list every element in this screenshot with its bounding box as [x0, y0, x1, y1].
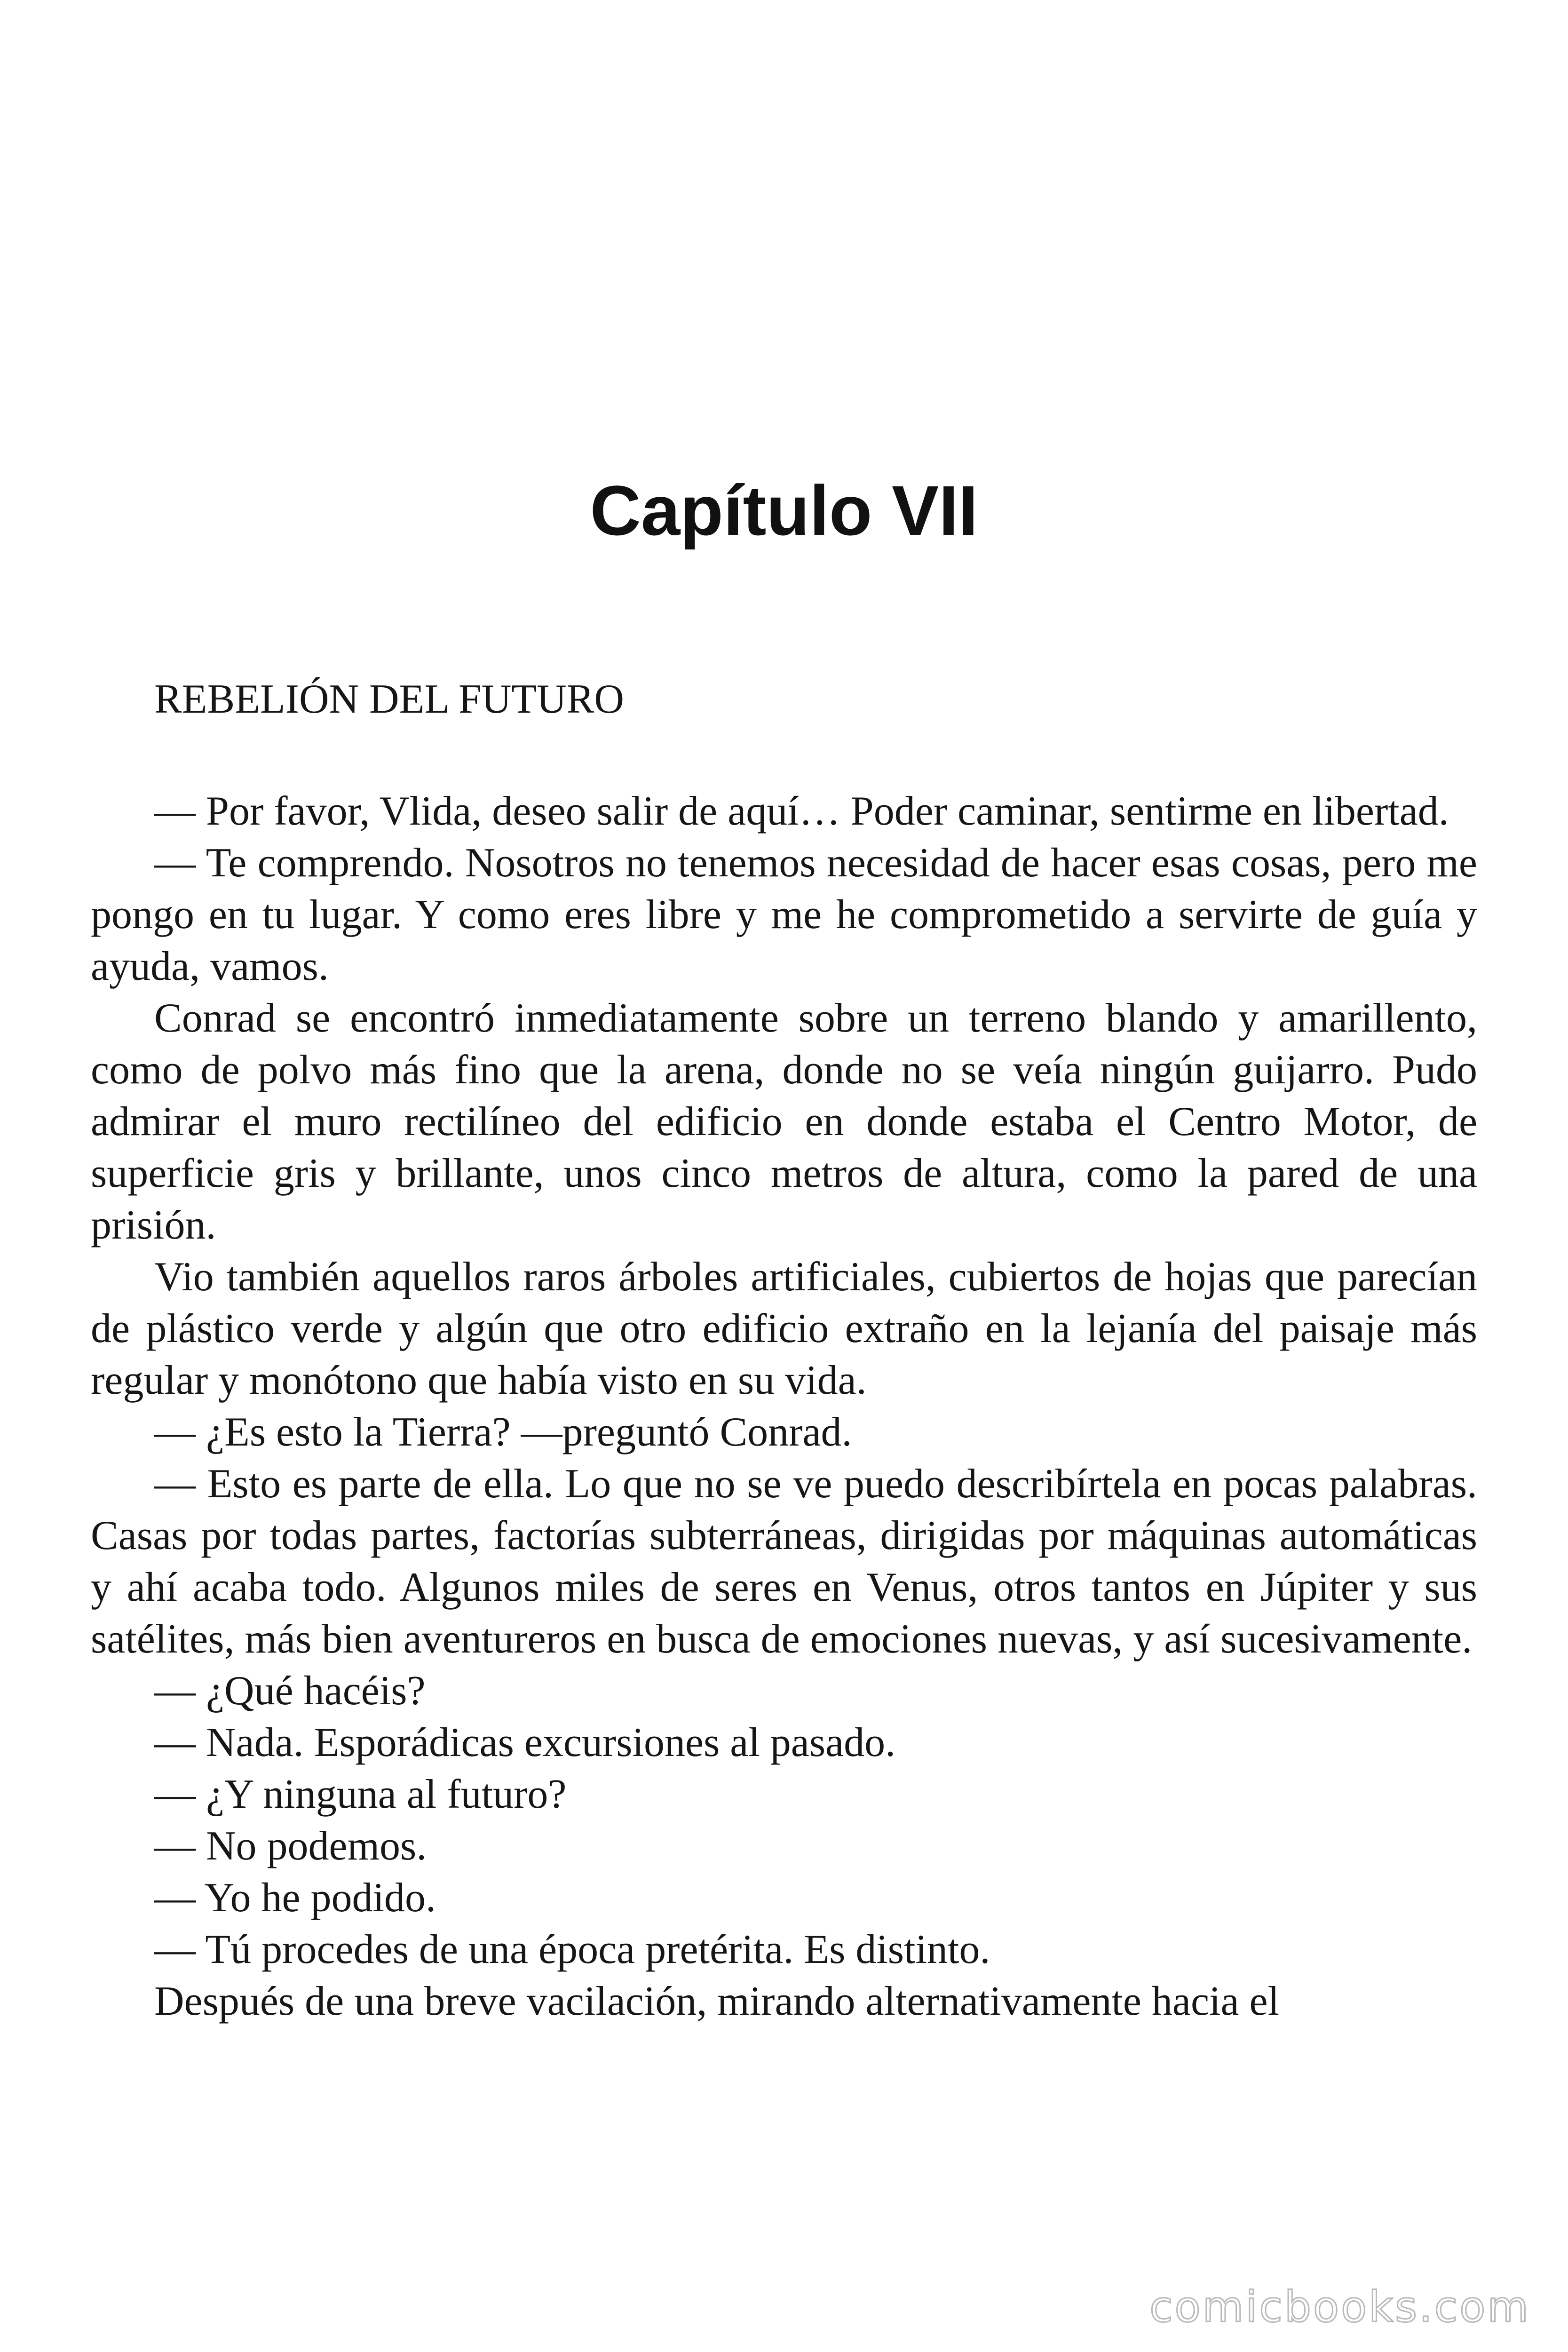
- paragraph: Después de una breve vacilación, mirando alternativamente hacia el: [154, 1979, 1280, 2024]
- paragraph: — ¿Qué hacéis?: [154, 1668, 426, 1714]
- chapter-title: Capítulo VII: [590, 471, 978, 550]
- paragraph: — Por favor, Vlida, deseo salir de aquí… Poder caminar, sentirme en libertad.: [154, 788, 1449, 834]
- chapter-body: [91, 674, 1477, 2027]
- paragraph: — Nada. Esporádicas excursiones al pasado.: [154, 1720, 896, 1765]
- chapter-subtitle: REBELIÓN DEL FUTURO: [154, 676, 624, 722]
- paragraph: — ¿Es esto la Tierra? —preguntó Conrad.: [154, 1409, 852, 1455]
- paragraph: — No podemos.: [154, 1823, 427, 1869]
- paragraph: — Yo he podido.: [154, 1875, 436, 1921]
- paragraph: — ¿Y ninguna al futuro?: [154, 1772, 567, 1817]
- paragraph: Vio también aquellos raros árboles artificiales, cubiertos de hojas que parecían de plástico verde y algún que otro edificio extraño en la lejanía del paisaje más regular y monótono que había visto en su vida.: [91, 1254, 1477, 1403]
- paragraph: — Te comprendo. Nosotros no tenemos necesidad de hacer esas cosas, pero me pongo en tu lugar. Y como eres libre y me he comprometido a servirte de guía y ayuda, vamos.: [91, 840, 1477, 989]
- paragraph: Conrad se encontró inmediatamente sobre un terreno blando y amarillento, como de polvo más fino que la arena, donde no se veía ningún guijarro. Pudo admirar el muro rectilíneo del edificio en donde estaba el Centro Motor, de superficie gris y brillante, unos cinco metros de altura, como la pared de una prisión.: [91, 995, 1477, 1248]
- paragraph: — Esto es parte de ella. Lo que no se ve puedo describírtela en pocas palabras. Casas por todas partes, factorías subterráneas, dirigidas por máquinas automáticas y ahí acaba todo. Algunos miles de seres en Venus, otros tantos en Júpiter y sus satélites, más bien aventureros en busca de emociones nuevas, y así sucesivamente.: [91, 1461, 1477, 1662]
- paragraph: — Tú procedes de una época pretérita. Es distinto.: [154, 1927, 990, 1972]
- watermark: comicbooks.com: [1149, 2282, 1530, 2332]
